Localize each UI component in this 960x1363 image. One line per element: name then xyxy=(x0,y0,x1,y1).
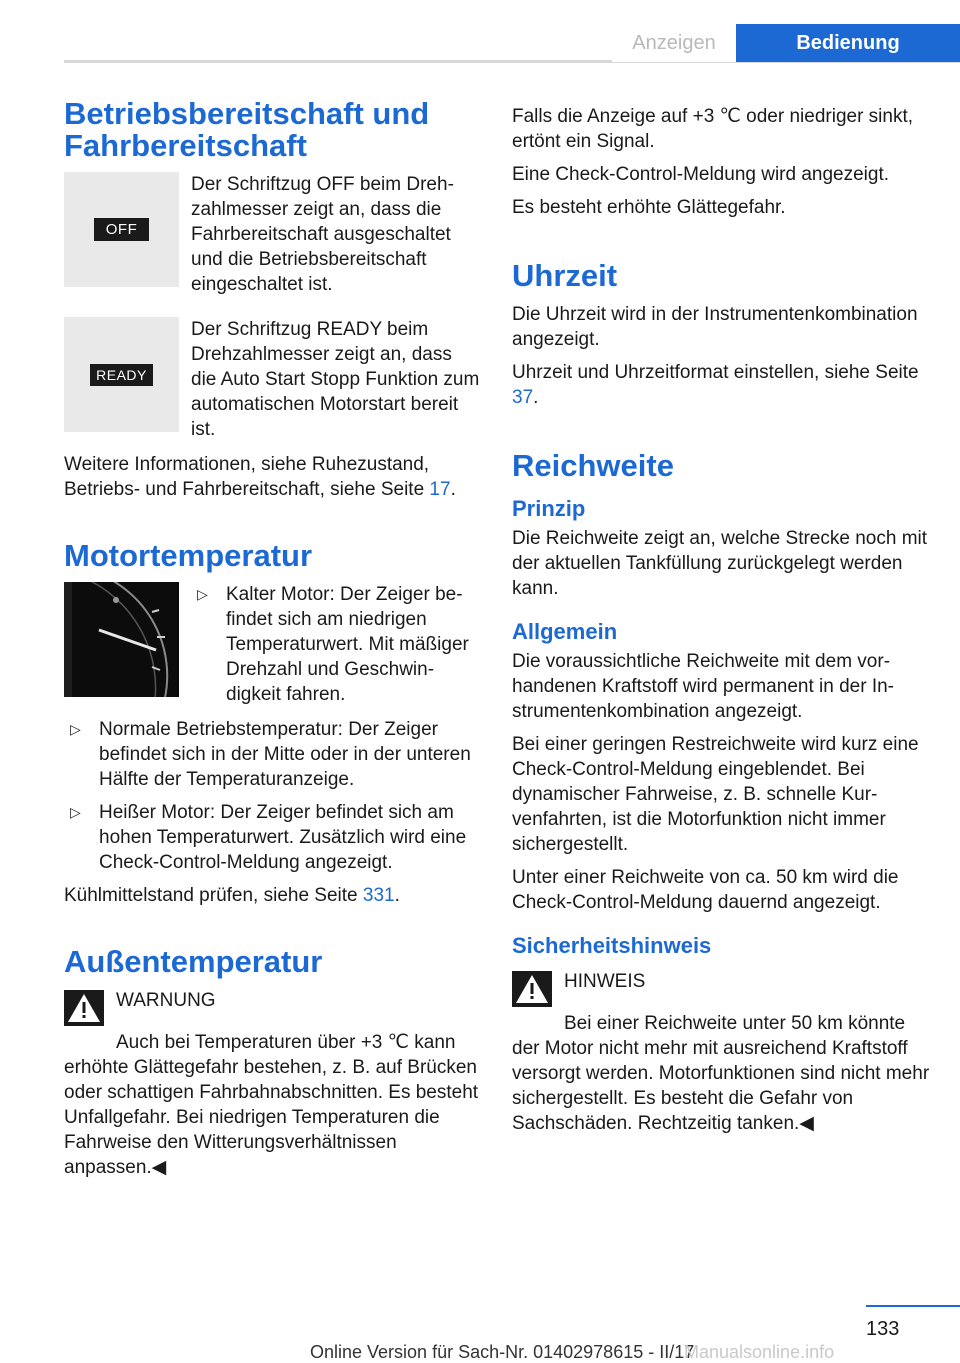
gauge-figure-row xyxy=(64,582,480,715)
bullet-text: Normale Betriebstemperatur: Der Zeiger befindet sich in der Mitte oder in der unteren Hälfte der Temperaturanzeige. xyxy=(99,719,471,790)
heading-aussentemperatur: Außentemperatur xyxy=(64,944,323,979)
list-item xyxy=(191,582,480,707)
betrieb-info xyxy=(64,452,480,502)
aussen-cont-3: Es besteht erhöhte Glättegefahr. xyxy=(512,197,786,218)
off-badge: OFF xyxy=(94,218,150,241)
motortemp-bullets-first xyxy=(191,582,480,715)
triangle-bullet-icon: ▷ xyxy=(70,804,81,820)
triangle-bullet-icon: ▷ xyxy=(70,721,81,737)
notice-text: Bei einer Reichweite unter 50 km könnte der Motor nicht mehr mit ausreichend Kraftstoff versorgt werden. Motorfunktionen sind nicht mehr sichergestellt. Es besteht die Gefahr von Sachschäden. Rechtzeitig tanken.◀ xyxy=(512,1013,930,1134)
aussen-cont-2: Eine Check-Control-Meldung wird angezeigt. xyxy=(512,164,890,185)
warning-text: Auch bei Temperaturen über +3 ℃ kann erhöhte Glättegefahr bestehen, z. B. auf Brücken oder schattigen Fahrbahnabschnitten. Es besteht Unfallgefahr. Bei niedrigen Temperaturen die Fahrweise den Witterungsverhältnissen anpassen.◀ xyxy=(64,1032,479,1178)
prinzip-text: Die Reichweite zeigt an, welche Strecke noch mit der aktuellen Tankfüllung zurückgelegt werden kann. xyxy=(512,528,928,599)
uhrzeit-p2 xyxy=(512,360,932,410)
betrieb-info-text: Weitere Informationen, siehe Ruhezustand, Betriebs- und Fahrbereitschaft, siehe Seite xyxy=(64,454,430,500)
heading-motortemperatur: Motortemperatur xyxy=(64,538,313,573)
warning-block xyxy=(64,988,480,1026)
heading-prinzip: Prinzip xyxy=(512,496,586,521)
notice-triangle-icon xyxy=(512,971,552,1007)
heading-reichweite: Reichweite xyxy=(512,448,674,483)
page-number: 133 xyxy=(866,1318,900,1340)
kuehlmittel-info xyxy=(64,883,480,908)
off-figure-row xyxy=(64,172,480,297)
uhrzeit-p2-end: . xyxy=(533,387,539,408)
list-item xyxy=(64,717,480,792)
ready-description: Der Schriftzug READY beim Drehzahlmesser zeigt an, dass die Auto Start Stopp Funktion zum automatischen Motorstart bereit ist. xyxy=(191,319,480,440)
watermark: Manualsonline.info xyxy=(684,1342,835,1362)
temperature-gauge-image xyxy=(64,582,179,697)
heading-sicherheitshinweis: Sicherheitshinweis xyxy=(512,933,712,958)
footer-rule xyxy=(866,1305,960,1307)
tab-anzeigen[interactable]: Anzeigen xyxy=(612,24,736,62)
kuehlmittel-text: Kühlmittelstand prüfen, siehe Seite xyxy=(64,885,358,906)
allgemein-p3: Unter einer Reichweite von ca. 50 km wird die Check-Control-Meldung dauernd angezeigt. xyxy=(512,867,899,913)
ready-figure-row xyxy=(64,317,480,442)
heading-betriebsbereitschaft: Betriebsbereitschaft und Fahrbereitschaft xyxy=(64,96,430,163)
bullet-text: Heißer Motor: Der Zeiger befindet sich am hohen Temperaturwert. Zusätzlich wird eine Check-Control-Meldung angezeigt. xyxy=(99,802,467,873)
off-indicator-image xyxy=(64,172,179,287)
page-link-17[interactable]: 17 xyxy=(429,479,451,500)
notice-label: HINWEIS xyxy=(564,971,646,992)
warning-triangle-icon xyxy=(64,990,104,1026)
tab-bedienung[interactable]: Bedienung xyxy=(736,24,960,62)
uhrzeit-p1: Die Uhrzeit wird in der Instrumentenkombination angezeigt. xyxy=(512,304,918,350)
allgemein-p2: Bei einer geringen Restreichweite wird kurz eine Check-Control-Meldung eingeblendet. Bei dynamischer Fahrweise, z. B. schnelle Kurvenfahrten, ist die Motorfunktion nicht immer sichergestellt. xyxy=(512,734,919,855)
allgemein-p1: Die voraussichtliche Reichweite mit dem vorhandenen Kraftstoff wird permanent in der Instrumentenkombination angezeigt. xyxy=(512,651,894,722)
motortemp-bullets xyxy=(64,717,480,875)
aussen-cont-1: Falls die Anzeige auf +3 ℃ oder niedriger sinkt, ertönt ein Signal. xyxy=(512,106,914,152)
bullet-text: Kalter Motor: Der Zeiger befindet sich am niedrigen Temperaturwert. Mit mäßiger Drehzahl und Geschwindigkeit fahren. xyxy=(226,584,469,705)
betrieb-info-end: . xyxy=(450,479,456,500)
heading-uhrzeit: Uhrzeit xyxy=(512,258,618,293)
warning-label: WARNUNG xyxy=(116,990,216,1011)
triangle-bullet-icon: ▷ xyxy=(197,586,208,602)
off-description: Der Schriftzug OFF beim Drehzahlmesser zeigt an, dass die Fahrbereitschaft ausgeschaltet und die Betriebsbereitschaft eingeschaltet ist. xyxy=(191,174,454,295)
page-link-331[interactable]: 331 xyxy=(362,885,395,906)
uhrzeit-p2-text: Uhrzeit und Uhrzeitformat einstellen, siehe Seite xyxy=(512,362,919,383)
heading-allgemein: Allgemein xyxy=(512,619,618,644)
left-column xyxy=(64,98,480,1188)
page-link-37[interactable]: 37 xyxy=(512,387,534,408)
right-column xyxy=(512,104,932,1144)
kuehlmittel-end: . xyxy=(394,885,400,906)
footer-note: Online Version für Sach-Nr. 01402978615 - II/17 xyxy=(310,1342,695,1362)
list-item xyxy=(64,800,480,875)
notice-block xyxy=(512,969,932,1007)
ready-badge: READY xyxy=(90,364,153,386)
ready-indicator-image xyxy=(64,317,179,432)
